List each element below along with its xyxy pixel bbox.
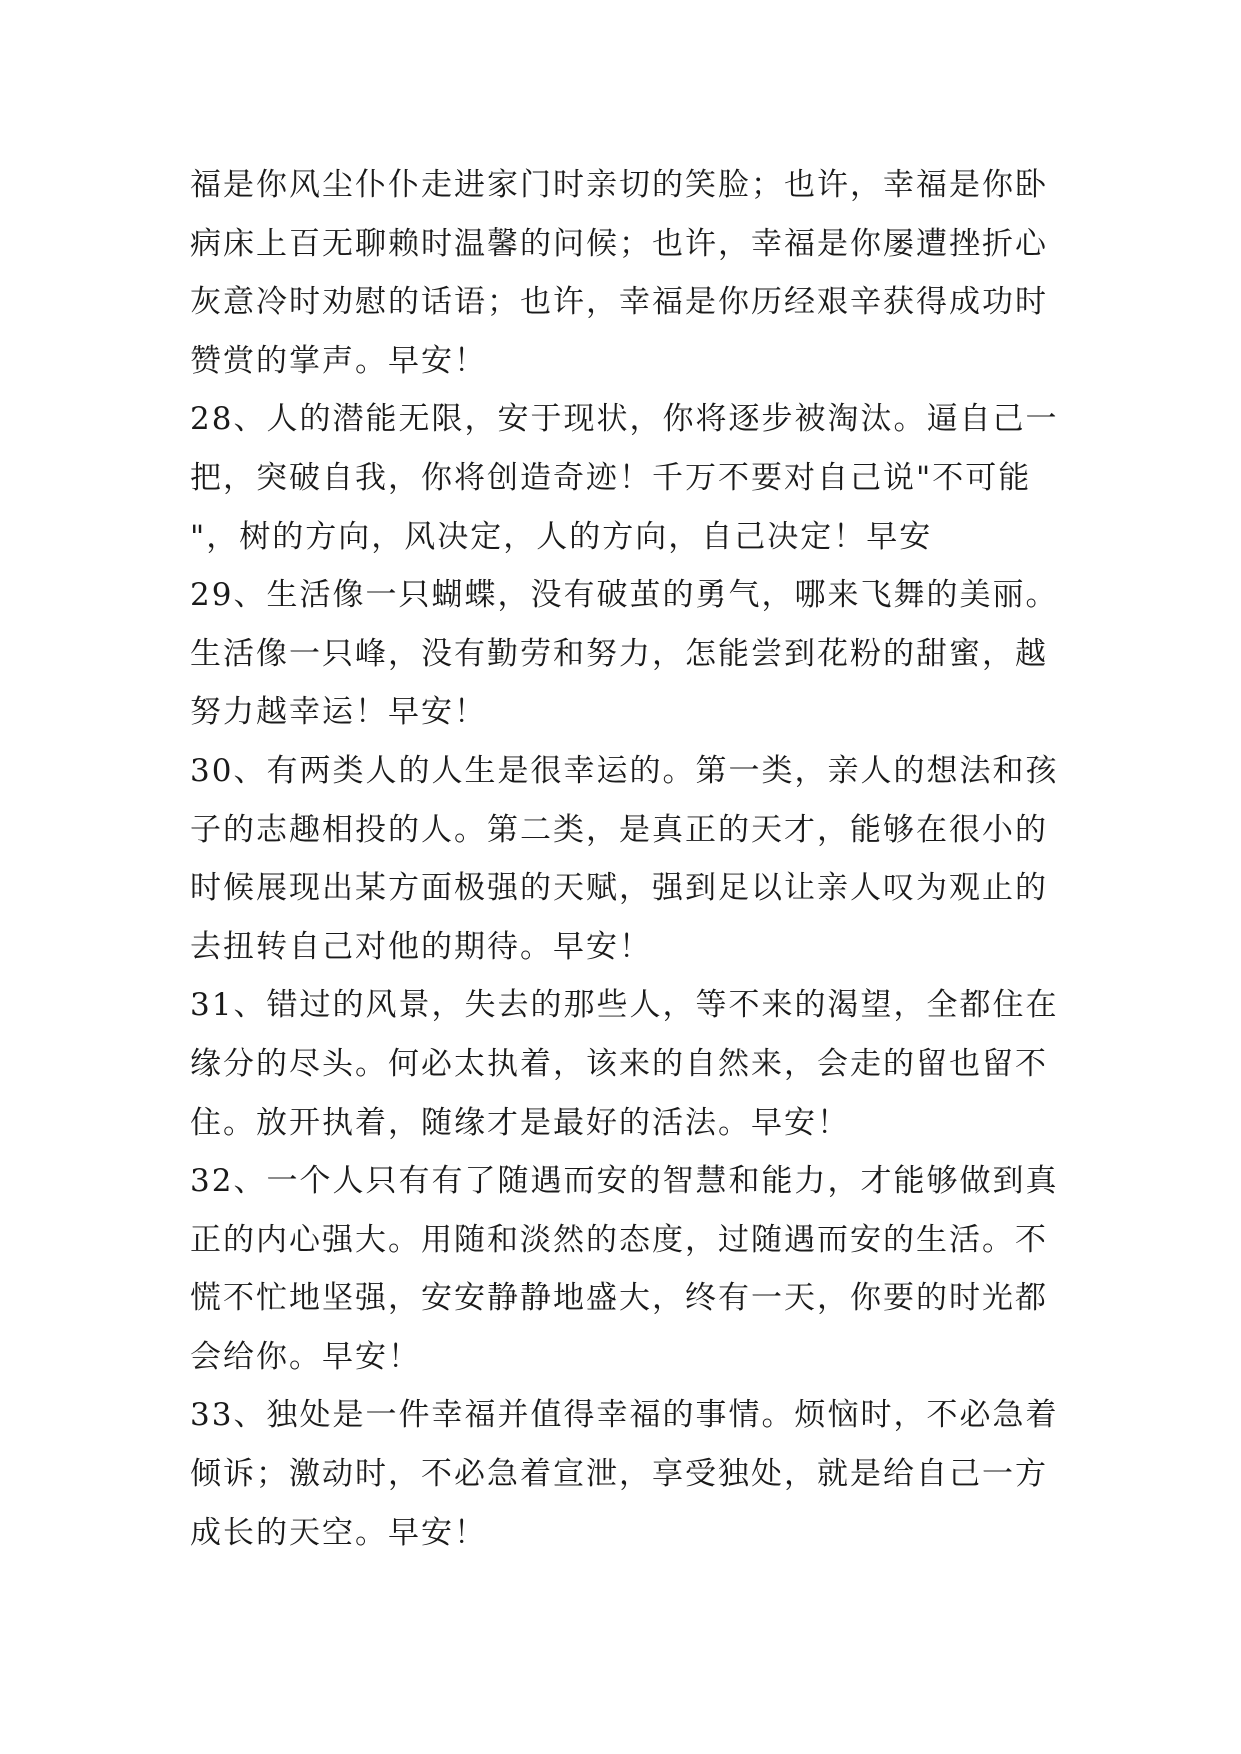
text-line: 倾诉；激动时，不必急着宣泄，享受独处，就是给自己一方 bbox=[190, 1456, 1048, 1493]
text-line: 28、人的潜能无限，安于现状，你将逐步被淘汰。逼自己一 bbox=[190, 401, 1059, 438]
text-line: 生活像一只峰，没有勤劳和努力，怎能尝到花粉的甜蜜，越 bbox=[190, 635, 1048, 672]
text-line: 把，突破自我，你将创造奇迹！千万不要对自己说"不可能 bbox=[190, 459, 1032, 496]
text-line: 32、一个人只有有了随遇而安的智慧和能力，才能够做到真 bbox=[190, 1163, 1059, 1200]
text-line: 病床上百无聊赖时温馨的问候；也许，幸福是你屡遭挫折心 bbox=[190, 225, 1048, 262]
text-line: 成长的天空。早安！ bbox=[190, 1514, 487, 1551]
text-line: 会给你。早安！ bbox=[190, 1338, 421, 1375]
text-line: "，树的方向，风决定，人的方向，自己决定！早安 bbox=[190, 518, 933, 555]
text-line: 努力越幸运！早安！ bbox=[190, 694, 487, 731]
text-line: 29、生活像一只蝴蝶，没有破茧的勇气，哪来飞舞的美丽。 bbox=[190, 577, 1059, 614]
text-line: 33、独处是一件幸福并值得幸福的事情。烦恼时，不必急着 bbox=[190, 1397, 1059, 1434]
text-line: 时候展现出某方面极强的天赋，强到足以让亲人叹为观止的 bbox=[190, 870, 1048, 907]
text-line: 住。放开执着，随缘才是最好的活法。早安！ bbox=[190, 1104, 850, 1141]
text-line: 慌不忙地坚强，安安静静地盛大，终有一天，你要的时光都 bbox=[190, 1280, 1048, 1317]
text-line: 福是你风尘仆仆走进家门时亲切的笑脸；也许，幸福是你卧 bbox=[190, 167, 1048, 203]
document-body bbox=[190, 156, 1090, 1562]
text-line: 正的内心强大。用随和淡然的态度，过随遇而安的生活。不 bbox=[190, 1221, 1048, 1258]
text-line: 缘分的尽头。何必太执着，该来的自然来，会走的留也留不 bbox=[190, 1045, 1048, 1082]
text-line: 30、有两类人的人生是很幸运的。第一类，亲人的想法和孩 bbox=[190, 752, 1059, 789]
text-line: 子的志趣相投的人。第二类，是真正的天才，能够在很小的 bbox=[190, 811, 1048, 848]
text-line: 31、错过的风景，失去的那些人，等不来的渴望，全都住在 bbox=[190, 987, 1059, 1024]
text-line: 灰意冷时劝慰的话语；也许，幸福是你历经艰辛获得成功时 bbox=[190, 284, 1048, 321]
text-line: 去扭转自己对他的期待。早安！ bbox=[190, 928, 652, 965]
text-line: 赞赏的掌声。早安！ bbox=[190, 342, 487, 379]
